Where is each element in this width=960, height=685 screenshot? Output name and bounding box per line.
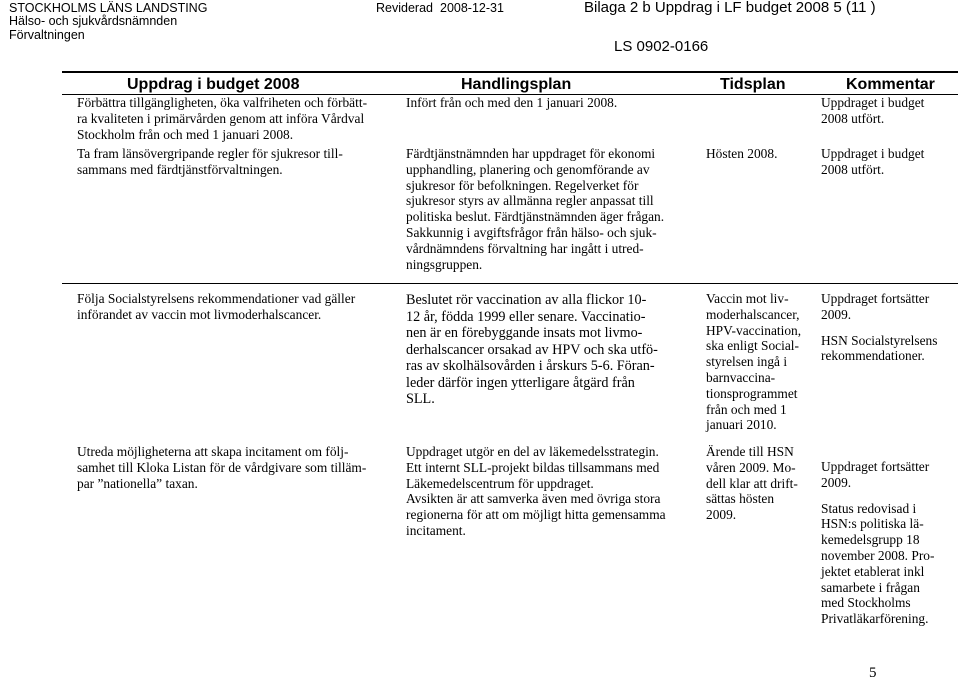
text-line: januari 2010.: [706, 417, 777, 433]
row-2-handlingsplan: [406, 146, 664, 272]
dept-name: Förvaltningen: [9, 28, 85, 42]
text-line: sammans med färdtjänstförvaltningen.: [77, 161, 283, 177]
col-header-handlingsplan: Handlingsplan: [461, 76, 572, 93]
text-line: med Stockholms: [821, 595, 911, 611]
document-title: Bilaga 2 b Uppdrag i LF budget 2008 5 (11 ): [584, 0, 876, 16]
unit-name: Hälso- och sjukvårdsnämnden: [9, 14, 178, 28]
text-line: sjukresor för befolkningen. Regelverket för: [406, 177, 639, 193]
row-4-uppdrag: [77, 444, 366, 491]
text-line: regionerna för att om möjligt hitta gemensamma: [406, 507, 666, 523]
text-line: samhet till Kloka Listan för de vårdgivare som tilläm-: [77, 459, 367, 475]
text-line: Uppdraget i budget: [821, 146, 925, 161]
text-line: Avsikten är att samverka även med övriga stora: [406, 491, 661, 507]
text-line: Hösten 2008.: [706, 146, 778, 161]
text-line: 12 år, födda 1999 eller senare. Vaccinatio-: [406, 308, 646, 325]
text-line: 2008 utfört.: [821, 161, 885, 177]
text-line: nen är en förebyggande insats mot livmo-: [406, 325, 643, 341]
text-line: SLL.: [406, 391, 435, 407]
col-header-tidsplan: Tidsplan: [720, 76, 786, 93]
text-line: politiska beslut. Färdtjänstnämnden äger frågan.: [406, 209, 665, 225]
text-line: 2009.: [821, 474, 852, 490]
col-header-uppdrag: Uppdrag i budget 2008: [127, 76, 300, 93]
text-line: barnvaccina-: [706, 369, 776, 385]
row-3-handlingsplan: [406, 292, 658, 408]
text-line: Utreda möjligheterna att skapa incitament om följ-: [77, 444, 349, 459]
text-line: leder därför ingen ytterligare åtgärd från: [406, 374, 635, 391]
text-line: par ”nationella” taxan.: [77, 475, 198, 491]
text-line: Läkemedelscentrum för uppdraget.: [406, 475, 594, 491]
row-4-handlingsplan: [406, 444, 666, 539]
revised-date: 2008-12-31: [440, 1, 504, 15]
text-line: Ärende till HSN: [706, 444, 794, 459]
text-line: sjukresor styrs av allmänna regler anpassat till: [406, 193, 654, 209]
text-line: våren 2009. Mo-: [706, 459, 796, 475]
text-line: november 2008. Pro-: [821, 547, 935, 563]
text-line: derhalscancer orsakad av HPV och ska utfö-: [406, 341, 658, 358]
org-name: STOCKHOLMS LÄNS LANDSTING: [9, 1, 208, 15]
text-line: vårdnämndens förvaltning har ingått i utred-: [406, 240, 644, 256]
text-line: jektet etablerat inkl: [821, 563, 925, 579]
text-line: Status redovisad i: [821, 500, 917, 516]
text-line: Färdtjänstnämnden har uppdraget för ekonomi: [406, 146, 656, 161]
text-line: sättas hösten: [706, 491, 775, 507]
table-top-rule: [62, 71, 958, 73]
text-line: Beslutet rör vaccination av alla flickor 10-: [406, 292, 647, 308]
text-line: kemedelsgrupp 18: [821, 532, 920, 548]
text-line: rekommendationer.: [821, 348, 925, 364]
text-line: Vaccin mot liv-: [706, 291, 789, 306]
text-line: Privatläkarförening.: [821, 611, 929, 627]
text-line: 2009.: [821, 306, 852, 322]
row-divider-rule: [62, 283, 958, 284]
row-1-handlingsplan: [406, 95, 617, 111]
row-1-kommentar: [821, 95, 924, 127]
row-2-kommentar: [821, 146, 924, 178]
text-line: Uppdraget fortsätter: [821, 459, 930, 474]
text-line: moderhalscancer,: [706, 306, 800, 322]
text-line: Infört från och med den 1 januari 2008.: [406, 95, 618, 110]
text-line: ra kvaliteten i primärvården genom att införa Vårdval: [77, 110, 365, 126]
ls-number: LS 0902-0166: [614, 38, 709, 55]
text-line: samarbete i frågan: [821, 579, 920, 595]
text-line: HPV-vaccination,: [706, 322, 802, 338]
revised-label: Reviderad: [376, 1, 433, 15]
text-line: dell klar att drift-: [706, 475, 798, 491]
text-line: 2008 utfört.: [821, 110, 885, 126]
text-line: Följa Socialstyrelsens rekommendationer vad gäller: [77, 291, 356, 306]
row-4-kommentar: [821, 459, 934, 627]
text-line: ska enligt Social-: [706, 338, 799, 354]
text-line: Uppdraget utgör en del av läkemedelsstrategin.: [406, 444, 659, 459]
row-2-tidsplan: [706, 146, 777, 162]
text-line: tionsprogrammet: [706, 385, 798, 401]
text-line: Uppdraget i budget: [821, 95, 925, 110]
row-3-tidsplan: [706, 291, 801, 433]
text-line: ras av skolhälsovården i årskurs 5-6. Föran-: [406, 358, 655, 374]
row-1-uppdrag: [77, 95, 367, 142]
text-line: Uppdraget fortsätter: [821, 291, 930, 306]
text-line: [821, 491, 934, 501]
text-line: upphandling, planering och genomförande av: [406, 161, 650, 177]
text-line: styrelsen ingå i: [706, 354, 788, 370]
page-number: 5: [869, 665, 877, 681]
row-3-uppdrag: [77, 291, 355, 323]
row-4-tidsplan: [706, 444, 798, 523]
text-line: incitament.: [406, 522, 466, 538]
text-line: Förbättra tillgängligheten, öka valfriheten och förbätt-: [77, 95, 368, 110]
text-line: HSN Socialstyrelsens: [821, 332, 938, 348]
text-line: införandet av vaccin mot livmoderhalscancer.: [77, 306, 322, 322]
text-line: 2009.: [706, 507, 737, 523]
text-line: Ett internt SLL-projekt bildas tillsammans med: [406, 459, 660, 475]
text-line: HSN:s politiska lä-: [821, 516, 924, 532]
row-3-kommentar: [821, 291, 937, 364]
row-2-uppdrag: [77, 146, 343, 178]
text-line: Sakkunnig i avgiftsfrågor från hälso- och sjuk-: [406, 224, 657, 240]
col-header-kommentar: Kommentar: [846, 76, 935, 93]
text-line: från och med 1: [706, 401, 787, 417]
text-line: Ta fram länsövergripande regler för sjukresor till-: [77, 146, 343, 161]
text-line: Stockholm från och med 1 januari 2008.: [77, 126, 294, 142]
text-line: ningsgruppen.: [406, 256, 483, 272]
